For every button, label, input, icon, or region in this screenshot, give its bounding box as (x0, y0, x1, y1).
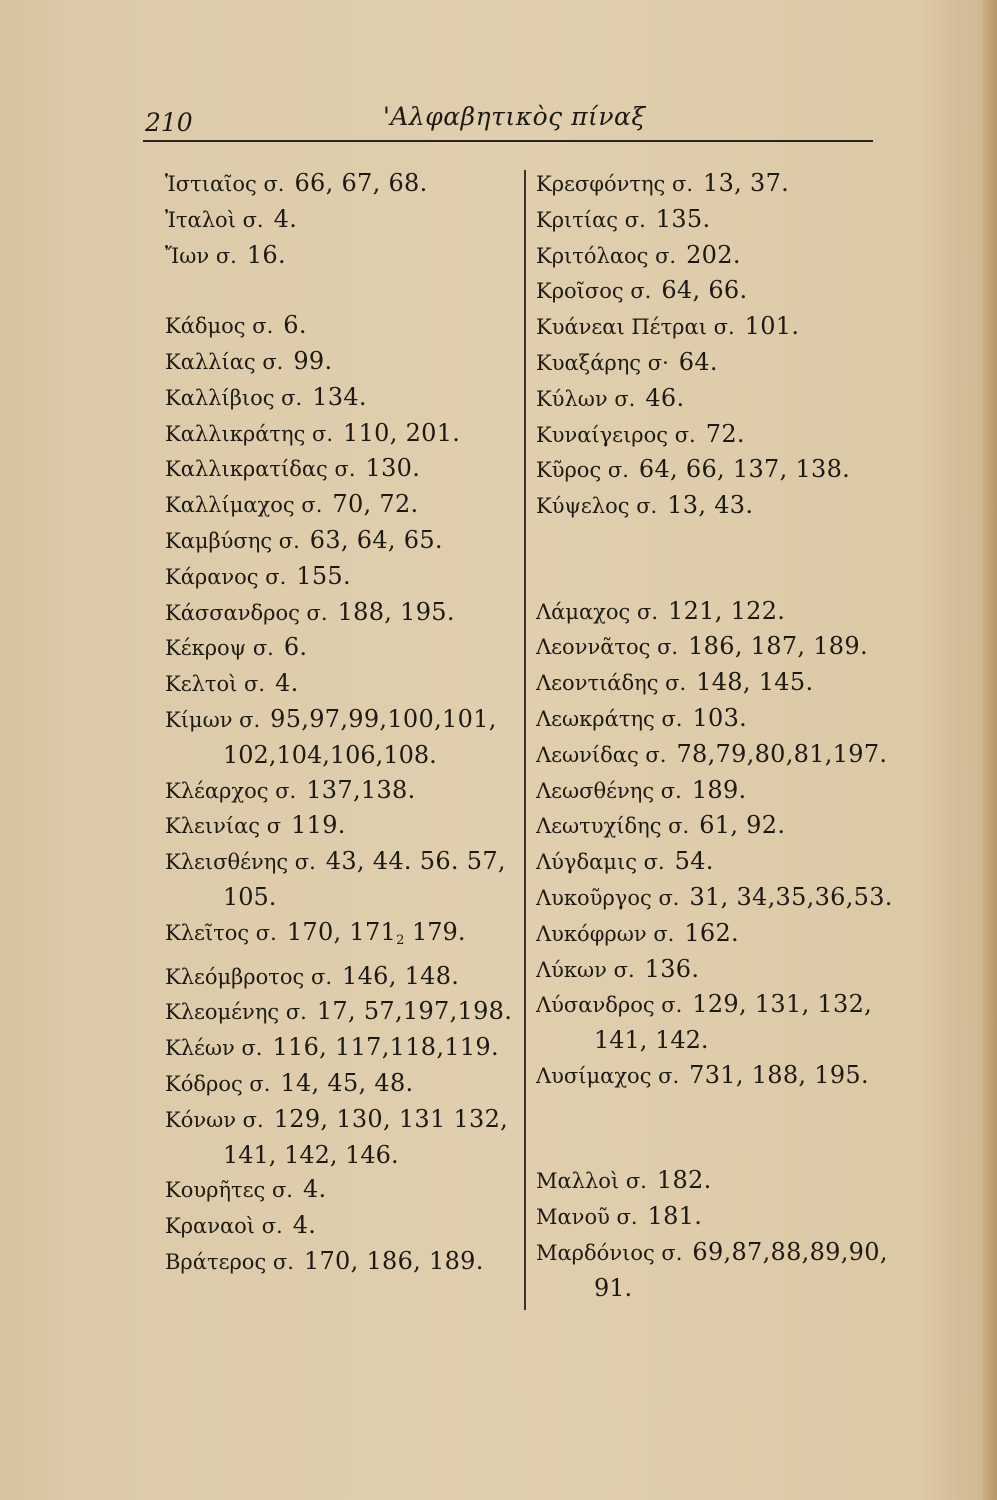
entry-pages: 4. (302, 1175, 327, 1204)
entry-pages: 130. (365, 454, 421, 483)
entry-name: Κυναίγειρος σ. (536, 422, 696, 447)
entry-name: Κλεινίας σ (165, 814, 282, 839)
index-entry-continuation: 91. (594, 1273, 633, 1302)
entry-pages: 54. (674, 847, 714, 876)
index-entry (536, 880, 896, 916)
index-entry (536, 452, 896, 488)
entry-name: Κυάνεαι Πέτραι σ. (536, 315, 735, 340)
entry-name: Καλλικράτης σ. (165, 421, 334, 446)
index-entry (536, 309, 896, 345)
entry-name: Λύγδαμις σ. (536, 850, 665, 875)
entry-name: Κουρῆτες σ. (165, 1178, 293, 1203)
index-entry (165, 844, 515, 880)
index-entry (536, 417, 896, 453)
index-entry (536, 629, 896, 665)
entry-pages: 134. (312, 382, 367, 411)
index-entry (536, 594, 896, 630)
index-entry (165, 773, 515, 809)
entry-pages: 78,79,80,81,197. (676, 739, 888, 768)
entry-pages: 61, 92. (699, 811, 786, 840)
index-entry (536, 238, 896, 274)
entry-pages: 202. (686, 240, 741, 269)
entry-name: Κριτίας σ. (536, 207, 646, 232)
blank-line (536, 1129, 896, 1164)
index-entry (536, 952, 896, 988)
index-entry (165, 523, 515, 559)
entry-pages: 103. (692, 703, 748, 732)
page-edge (983, 0, 997, 1500)
entry-name: Κλεόμβροτος σ. (165, 964, 333, 989)
entry-pages: 731, 188, 195. (689, 1060, 869, 1089)
entry-name: Μαλλοὶ σ. (536, 1169, 647, 1194)
entry-pages: 119. (291, 811, 346, 840)
index-entry (536, 808, 896, 844)
entry-pages: 155. (296, 561, 351, 590)
entry-name: Κραναοὶ σ. (165, 1214, 283, 1239)
entry-name: Λεοννᾶτος σ. (536, 635, 679, 660)
blank-line (165, 273, 515, 308)
entry-pages: 121, 122. (668, 596, 786, 625)
entry-pages: 189. (691, 775, 747, 804)
entry-pages: 66, 67, 68. (294, 169, 428, 197)
index-entry (536, 273, 896, 309)
entry-name: Λεοντιάδης σ. (536, 671, 687, 696)
entry-name: Λύκων σ. (536, 957, 635, 982)
entry-pages: 4. (292, 1211, 317, 1240)
index-entry (165, 559, 515, 595)
index-entry-continuation: 105. (223, 882, 277, 911)
index-entry (165, 238, 515, 274)
entry-pages: 63, 64, 65. (309, 525, 443, 554)
index-entry (165, 451, 515, 487)
entry-name: Κροῖσος σ. (536, 279, 652, 304)
index-entry (165, 416, 515, 452)
entry-pages: 4. (275, 669, 299, 698)
entry-pages: 72. (705, 419, 745, 448)
entry-name: Κλεισθένης σ. (165, 850, 316, 875)
entry-pages: 17, 57,197,198. (316, 997, 513, 1026)
entry-name: Βράτερος σ. (165, 1249, 294, 1274)
index-entry (536, 488, 896, 524)
entry-name: Λεωτυχίδης σ. (536, 814, 690, 839)
entry-pages: 170, 171 (286, 917, 397, 946)
index-entry (536, 1235, 896, 1271)
index-entry (536, 773, 896, 809)
entry-name: Λεωκράτης σ. (536, 706, 683, 731)
entry-pages: 135. (655, 204, 711, 233)
index-entry (165, 344, 515, 380)
entry-name: Κύλων σ. (536, 386, 636, 411)
entry-name: Καλλίας σ. (165, 349, 284, 374)
index-entry (536, 844, 896, 880)
entry-name: Ἱστιαῖος σ. (165, 172, 285, 196)
entry-name: Καλλίμαχος σ. (165, 493, 323, 518)
entry-name: Κλέαρχος σ. (165, 778, 297, 803)
entry-pages: 13, 43. (667, 491, 754, 520)
running-title: 'Αλφαβητικὸς πίναξ (383, 102, 646, 131)
index-entry-continuation: 141, 142. (594, 1026, 709, 1055)
entry-name: Κριτόλαος σ. (536, 243, 677, 268)
index-entry (165, 1102, 515, 1138)
index-entry (165, 959, 515, 995)
entry-pages: 181. (647, 1202, 703, 1231)
entry-pages: 64. (678, 347, 718, 376)
entry-name: Καλλικρατίδας σ. (165, 457, 356, 482)
index-entry (165, 666, 515, 702)
index-entry (165, 1244, 515, 1280)
entry-pages: 31, 34,35,36,53. (689, 882, 893, 911)
index-entry (165, 994, 515, 1030)
index-entry (165, 1030, 515, 1066)
entry-pages: 4. (273, 204, 298, 233)
entry-name: Κρεσφόντης σ. (536, 172, 694, 196)
entry-name: Ἴων σ. (165, 243, 237, 268)
index-entry (165, 702, 515, 738)
index-entry (536, 737, 896, 773)
entry-name: Μανοῦ σ. (536, 1205, 638, 1230)
entry-pages: 186, 187, 189. (688, 632, 868, 661)
entry-pages: 101. (744, 312, 800, 341)
entry-pages: 70, 72. (332, 490, 419, 519)
entry-name: Κελτοὶ σ. (165, 672, 266, 697)
entry-pages-after: 179. (404, 917, 466, 946)
index-entry (165, 808, 515, 844)
index-entry (536, 665, 896, 701)
entry-pages: 99. (293, 346, 333, 375)
index-entry (536, 1163, 896, 1199)
entry-pages: 170, 186, 189. (303, 1246, 484, 1275)
entry-pages: 43, 44. 56. 57, (325, 847, 506, 876)
index-entry (536, 202, 896, 238)
entry-name: Λάμαχος σ. (536, 599, 658, 624)
entry-pages: 110, 201. (343, 418, 461, 447)
page-number: 210 (145, 108, 193, 137)
index-entry (536, 987, 896, 1023)
entry-pages: 95,97,99,100,101, (270, 704, 497, 733)
entry-name: Κόδρος σ. (165, 1071, 271, 1096)
entry-name: Μαρδόνιος σ. (536, 1240, 683, 1265)
entry-pages: 46. (645, 383, 685, 412)
entry-name: Κύψελος σ. (536, 494, 658, 519)
entry-name: Κάρανος σ. (165, 564, 287, 589)
entry-name: Λυκόφρων σ. (536, 921, 675, 946)
index-entry (165, 1066, 515, 1102)
entry-pages: 69,87,88,89,90, (692, 1237, 888, 1266)
index-entry (165, 630, 515, 666)
index-entry (536, 166, 896, 202)
index-entry-continuation: 141, 142, 146. (223, 1140, 399, 1169)
entry-pages: 148, 145. (696, 668, 814, 697)
entry-name: Λυκοῦργος σ. (536, 885, 680, 910)
entry-name: Λύσανδρος σ. (536, 993, 683, 1018)
entry-name: Λεωνίδας σ. (536, 742, 667, 767)
blank-line (536, 1094, 896, 1129)
entry-name: Κλέων σ. (165, 1036, 263, 1061)
entry-name: Λυσίμαχος σ. (536, 1063, 680, 1088)
column-divider (524, 170, 526, 1310)
entry-pages: 64, 66. (661, 276, 748, 305)
index-column-right (536, 166, 896, 1306)
page-header (143, 92, 873, 142)
index-entry (165, 1172, 515, 1208)
entry-name: Καλλίβιος σ. (165, 385, 303, 410)
entry-pages: 188, 195. (337, 597, 455, 626)
entry-pages-subscript: 2 (396, 932, 405, 948)
index-entry (536, 1199, 896, 1235)
entry-name: Κλεομένης σ. (165, 1000, 307, 1025)
blank-line (536, 524, 896, 559)
entry-name: Κάδμος σ. (165, 314, 274, 339)
entry-name: Κάσσανδρος σ. (165, 600, 328, 625)
entry-pages: 129, 130, 131 132, (273, 1104, 509, 1133)
index-column-left (165, 166, 515, 1280)
entry-name: Κῦρος σ. (536, 458, 629, 483)
entry-pages: 6. (283, 633, 308, 662)
index-entry (536, 1058, 896, 1094)
index-entry (165, 487, 515, 523)
entry-name: Κέκροψ σ. (165, 636, 274, 661)
index-entry (536, 701, 896, 737)
index-entry (536, 916, 896, 952)
entry-name: Κόνων σ. (165, 1107, 264, 1132)
entry-name: Κυαξάρης σ· (536, 350, 669, 375)
entry-pages: 162. (684, 918, 739, 947)
entry-name: Ἰταλοὶ σ. (165, 207, 264, 232)
entry-pages: 136. (644, 954, 700, 983)
entry-pages: 14, 45, 48. (280, 1068, 414, 1097)
entry-pages: 182. (656, 1166, 712, 1195)
entry-pages: 6. (283, 311, 307, 340)
entry-pages: 146, 148. (342, 961, 460, 990)
index-entry (165, 595, 515, 631)
entry-pages: 137,138. (306, 775, 416, 804)
index-entry (536, 381, 896, 417)
index-entry (165, 308, 515, 344)
entry-pages: 116, 117,118,119. (272, 1033, 499, 1062)
index-entry (165, 166, 515, 202)
index-entry (536, 345, 896, 381)
entry-name: Κίμων σ. (165, 707, 261, 732)
index-entry (165, 915, 515, 959)
blank-line (536, 559, 896, 594)
index-entry (165, 1208, 515, 1244)
index-entry (165, 202, 515, 238)
entry-pages: 129, 131, 132, (692, 990, 873, 1019)
entry-pages: 64, 66, 137, 138. (638, 455, 851, 484)
index-entry (165, 380, 515, 416)
index-entry-continuation: 102,104,106,108. (223, 740, 437, 769)
entry-name: Καμβύσης σ. (165, 528, 300, 553)
entry-pages: 16. (246, 240, 286, 269)
entry-pages: 13, 37. (703, 169, 790, 197)
entry-name: Κλεῖτος σ. (165, 920, 277, 945)
entry-name: Λεωσθένης σ. (536, 778, 682, 803)
